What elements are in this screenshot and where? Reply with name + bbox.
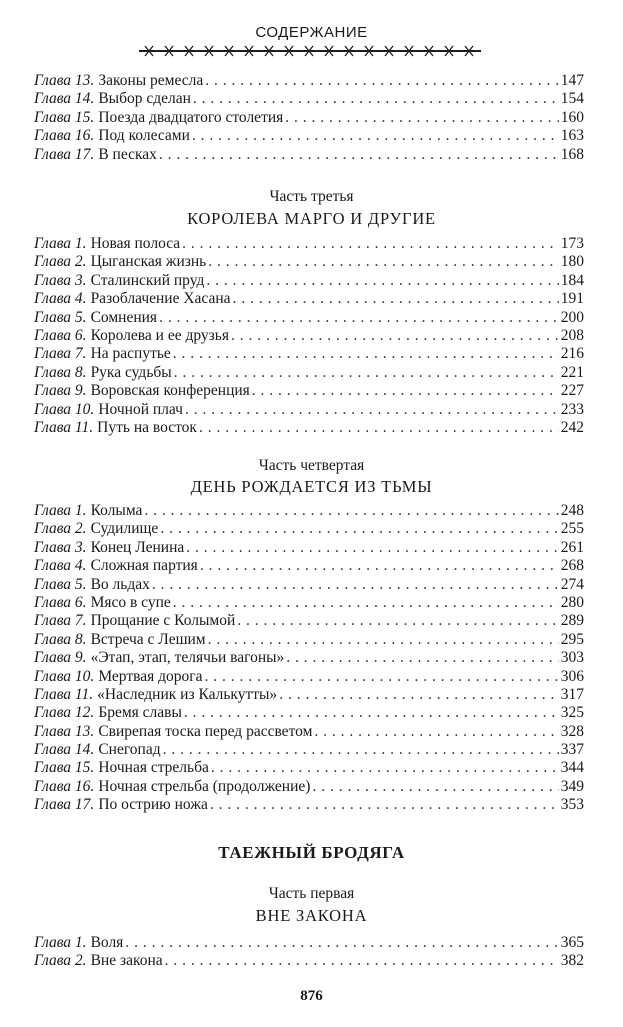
chapter-number: Глава 13. (34, 722, 95, 740)
toc-list-part-three (34, 235, 584, 437)
chapter-title: Ночная стрельба (98, 759, 209, 777)
dot-leader (159, 146, 559, 164)
dot-leader (165, 952, 559, 970)
chapter-title: Конец Ленина (90, 538, 185, 556)
toc-entry (34, 502, 584, 520)
chapter-title: «Этап, этап, телячьи вагоны» (90, 649, 285, 667)
page-ref: 242 (560, 418, 584, 436)
toc-entry (34, 649, 584, 667)
page-ref: 280 (560, 593, 584, 611)
chapter-title: Сомнения (90, 308, 158, 326)
toc-entry (34, 778, 584, 796)
page-ref: 163 (560, 127, 584, 145)
chapter-title: Во льдах (90, 575, 150, 593)
part-label: Часть четвертая (258, 457, 365, 474)
toc-entry (34, 290, 584, 308)
page-ref: 227 (560, 382, 584, 400)
toc-entry (34, 309, 584, 327)
chapter-number: Глава 16. (34, 777, 95, 795)
chapter-title: Ночной плач (98, 400, 183, 418)
page-ref: 154 (560, 90, 584, 108)
chapter-title: Свирепая тоска перед рассветом (98, 722, 313, 740)
chapter-title: В песках (98, 145, 157, 163)
toc-entry (34, 723, 584, 741)
chapter-number: Глава 16. (34, 127, 95, 145)
dot-leader (286, 649, 558, 667)
dot-leader (211, 759, 559, 777)
toc-entry (34, 364, 584, 382)
toc-entry (34, 345, 584, 363)
chapter-title: Бремя славы (98, 704, 182, 722)
toc-entry (34, 741, 584, 759)
dot-leader (185, 401, 559, 419)
dot-leader (184, 704, 559, 722)
chapter-number: Глава 12. (34, 704, 95, 722)
chapter-title: Разоблачение Хасана (90, 290, 231, 308)
toc-entry (34, 109, 584, 127)
toc-entry (34, 127, 584, 145)
chapter-title: Воровская конференция (90, 382, 250, 400)
page-ref: 180 (560, 253, 584, 271)
running-head: СОДЕРЖАНИЕ (255, 24, 368, 41)
chapter-title: Сталинский пруд (90, 271, 205, 289)
chapter-title: Путь на восток (97, 418, 197, 436)
toc-entry (34, 419, 584, 437)
page-ref: 268 (560, 557, 584, 575)
chapter-number: Глава 2. (34, 520, 87, 538)
toc-entry (34, 557, 584, 575)
toc-list-book-part-one (34, 934, 584, 971)
chapter-title: Ночная стрельба (продолжение) (98, 777, 311, 795)
dot-leader (193, 90, 559, 108)
toc-entry (34, 520, 584, 538)
dot-leader (312, 778, 558, 796)
chapter-title: Поезда двадцатого столетия (98, 108, 284, 126)
chapter-number: Глава 5. (34, 308, 87, 326)
dot-leader (205, 72, 559, 90)
dot-leader (210, 796, 559, 814)
page-ref: 344 (560, 759, 584, 777)
page-ref: 365 (560, 934, 584, 951)
toc-entry (34, 759, 584, 777)
page-ref: 325 (560, 704, 584, 722)
page-ref: 274 (560, 575, 584, 593)
toc-entry (34, 594, 584, 612)
page-ref: 255 (560, 520, 584, 538)
chapter-title: Мясо в супе (90, 593, 171, 611)
part-label: Часть третья (269, 188, 354, 205)
page-ref: 184 (560, 271, 584, 289)
chapter-title: По острию ножа (98, 796, 208, 814)
chapter-number: Глава 7. (34, 345, 87, 363)
chapter-title: Новая полоса (90, 235, 181, 252)
chapter-number: Глава 5. (34, 575, 87, 593)
chapter-title: Судилище (90, 520, 159, 538)
chapter-number: Глава 8. (34, 363, 87, 381)
chapter-title: Прощание с Колымой (90, 612, 236, 630)
chapter-title: Воля (90, 934, 124, 951)
page-ref: 168 (560, 145, 584, 163)
dot-leader (285, 109, 558, 127)
page-ref: 303 (560, 649, 584, 667)
chapter-title: Сложная партия (90, 557, 198, 575)
chapter-number: Глава 6. (34, 326, 87, 344)
dot-leader (204, 668, 558, 686)
dot-leader (144, 502, 558, 520)
dot-leader (200, 557, 559, 575)
toc-entry (34, 90, 584, 108)
dot-leader (192, 127, 559, 145)
chapter-title: Под колесами (98, 127, 190, 145)
toc-entry (34, 612, 584, 630)
chapter-title: Колыма (90, 502, 143, 519)
chapter-title: Королева и ее друзья (90, 326, 229, 344)
chapter-title: Встреча с Лешим (90, 630, 206, 648)
toc-entry (34, 382, 584, 400)
toc-entry (34, 576, 584, 594)
toc-entry (34, 631, 584, 649)
toc-entry (34, 235, 584, 253)
dot-leader (199, 419, 559, 437)
chapter-number: Глава 13. (34, 72, 95, 89)
toc-entry (34, 704, 584, 722)
chapter-title: Выбор сделан (98, 90, 191, 108)
toc-entry (34, 668, 584, 686)
chapter-title: Снегопад (98, 741, 161, 759)
chapter-number: Глава 11. (34, 418, 94, 436)
part-label: Часть первая (268, 885, 355, 902)
chapter-number: Глава 1. (34, 502, 87, 519)
page-ref: 248 (560, 502, 584, 519)
part-title: ДЕНЬ РОЖДАЕТСЯ ИЗ ТЬМЫ (190, 477, 433, 496)
toc-entry (34, 272, 584, 290)
chapter-number: Глава 11. (34, 685, 94, 703)
toc-list-part-two (34, 72, 584, 164)
chapter-number: Глава 15. (34, 108, 95, 126)
page-ref: 317 (560, 685, 584, 703)
dot-leader (314, 723, 558, 741)
page-ref: 191 (560, 290, 584, 308)
chapter-title: Мертвая дорога (98, 667, 203, 685)
dot-leader (173, 345, 559, 363)
page-ref: 261 (560, 538, 584, 556)
dot-leader (206, 272, 558, 290)
chapter-number: Глава 7. (34, 612, 87, 630)
page-ref: 328 (560, 722, 584, 740)
chapter-number: Глава 14. (34, 90, 95, 108)
toc-entry (34, 72, 584, 90)
toc-entry (34, 686, 584, 704)
dot-leader (233, 290, 559, 308)
toc-entry (34, 796, 584, 814)
page-ref: 173 (560, 235, 584, 252)
chapter-number: Глава 9. (34, 382, 87, 400)
chapter-number: Глава 1. (34, 934, 87, 951)
page-ref: 147 (560, 72, 584, 89)
chapter-title: Законы ремесла (98, 72, 204, 89)
chapter-number: Глава 4. (34, 557, 87, 575)
dot-leader (208, 631, 559, 649)
dot-leader (182, 235, 559, 253)
chapter-number: Глава 10. (34, 667, 95, 685)
page-ref: 160 (560, 108, 584, 126)
chapter-number: Глава 9. (34, 649, 87, 667)
dot-leader (163, 741, 559, 759)
chapter-title: Цыганская жизнь (90, 253, 207, 271)
toc-entry (34, 146, 584, 164)
chapter-number: Глава 14. (34, 741, 95, 759)
page-ref: 295 (560, 630, 584, 648)
chapter-number: Глава 15. (34, 759, 95, 777)
page-ref: 221 (560, 363, 584, 381)
page-number: 876 (300, 988, 323, 1004)
dot-leader (173, 594, 559, 612)
chapter-title: Вне закона (90, 952, 163, 970)
dot-leader (160, 520, 558, 538)
chapter-number: Глава 4. (34, 290, 87, 308)
dot-leader (208, 253, 558, 271)
chapter-number: Глава 17. (34, 796, 95, 814)
toc-entry (34, 952, 584, 970)
chapter-number: Глава 6. (34, 593, 87, 611)
chapter-number: Глава 10. (34, 400, 95, 418)
page-ref: 289 (560, 612, 584, 630)
chapter-number: Глава 2. (34, 952, 87, 970)
dot-leader (279, 686, 559, 704)
part-title: ВНЕ ЗАКОНА (255, 906, 368, 925)
dot-leader (186, 539, 558, 557)
book-title: ТАЕЖНЫЙ БРОДЯГА (218, 843, 405, 862)
toc-entry (34, 327, 584, 345)
page-ref: 306 (560, 667, 584, 685)
page-ref: 353 (560, 796, 584, 814)
chapter-number: Глава 2. (34, 253, 87, 271)
dot-leader (125, 934, 558, 952)
toc-entry (34, 253, 584, 271)
chapter-title: На распутье (90, 345, 171, 363)
chapter-number: Глава 8. (34, 630, 87, 648)
dot-leader (237, 612, 558, 630)
dot-leader (174, 364, 559, 382)
page-ref: 233 (560, 400, 584, 418)
chapter-number: Глава 17. (34, 145, 95, 163)
chapter-number: Глава 3. (34, 271, 87, 289)
page-ref: 216 (560, 345, 584, 363)
chapter-title: Рука судьбы (90, 363, 172, 381)
barbed-wire-ornament (137, 44, 483, 58)
dot-leader (152, 576, 559, 594)
dot-leader (252, 382, 559, 400)
toc-entry (34, 934, 584, 952)
dot-leader (231, 327, 559, 345)
page-ref: 349 (560, 777, 584, 795)
page-ref: 200 (560, 308, 584, 326)
toc-list-part-four (34, 502, 584, 815)
page-ref: 382 (560, 952, 584, 970)
toc-entry (34, 401, 584, 419)
page-ref: 208 (560, 326, 584, 344)
toc-entry (34, 539, 584, 557)
chapter-title: «Наследник из Калькутты» (97, 685, 278, 703)
page-ref: 337 (560, 741, 584, 759)
dot-leader (159, 309, 559, 327)
chapter-number: Глава 1. (34, 235, 87, 252)
part-title: КОРОЛЕВА МАРГО И ДРУГИЕ (187, 209, 436, 228)
chapter-number: Глава 3. (34, 538, 87, 556)
